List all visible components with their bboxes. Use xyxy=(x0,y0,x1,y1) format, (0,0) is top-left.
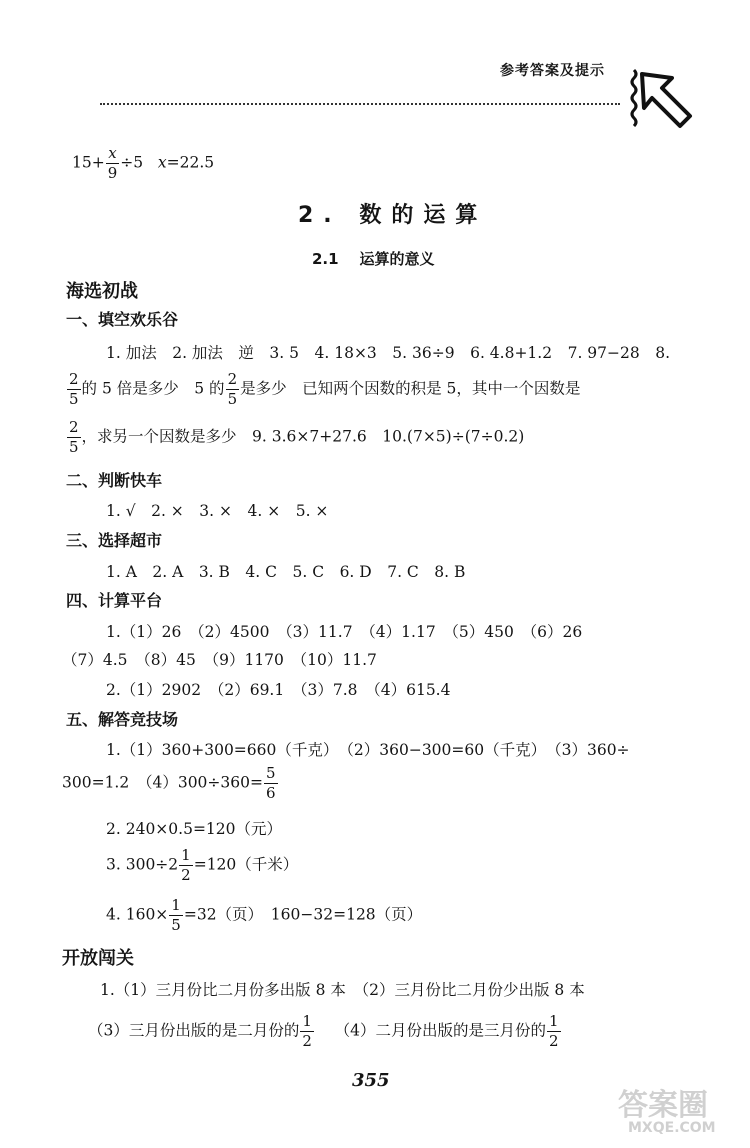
q3-title: 三、选择超市 xyxy=(66,531,163,550)
q1-line1: 1. 加法 2. 加法 逆 3. 5 4. 18×3 5. 36÷9 6. 4.8+1.2 7. 97−28 8. xyxy=(106,344,671,362)
q5-line1: 1.（1）360+300=660（千克） （2）360−300=60（千克） （3）360÷ xyxy=(106,741,630,759)
watermark-logo: 答案圈 xyxy=(618,1088,708,1123)
header-dotted-rule xyxy=(100,103,620,105)
q1-title: 一、填空欢乐谷 xyxy=(66,310,179,329)
fraction: $\frac{5}{6}$ xyxy=(265,764,276,802)
q3-line: 1. A 2. A 3. B 4. C 5. C 6. D 7. C 8. B xyxy=(106,563,466,581)
section-subtitle: 2.1 运算的意义 xyxy=(312,250,435,268)
q5-line2: 300=1.2 （4）300÷360= $\frac{5}{6}$ xyxy=(62,764,276,802)
q4-line3: 2.（1）2902 （2）69.1 （3）7.8 （4）615.4 xyxy=(106,681,451,699)
q5-line5: 4. 160× $\frac{1}{5}$ =32（页） 160−32=128（页） xyxy=(106,896,423,934)
fraction: $\frac{2}{5}$ xyxy=(69,370,79,408)
q2-title: 二、判断快车 xyxy=(66,471,163,490)
q2-line: 1. √ 2. × 3. × 4. × 5. × xyxy=(106,502,329,520)
q5-line3: 2. 240×0.5=120（元） xyxy=(106,820,283,838)
q5-line4: 3. 300÷2 $\frac{1}{2}$ =120（千米） xyxy=(106,846,299,884)
back-arrow-icon xyxy=(628,66,694,134)
watermark-url: MXQE.COM xyxy=(628,1120,716,1136)
header-title: 参考答案及提示 xyxy=(500,63,605,79)
fraction: $\frac{2}{5}$ xyxy=(227,370,238,408)
part2-line2: （3）三月份出版的是二月份的 $\frac{1}{2}$ （4）二月份出版的是三月份的 $\frac{1}{2}$ xyxy=(88,1012,559,1050)
top-formula: 15+ $\frac{x}{9}$ ÷5 x=22.5 xyxy=(72,144,215,182)
q5-title: 五、解答竞技场 xyxy=(66,710,179,729)
q4-line1: 1.（1）26 （2）4500 （3）11.7 （4）1.17 （5）450 （6）26 xyxy=(106,623,583,641)
q4-line2: （7）4.5 （8）45 （9）1170 （10）11.7 xyxy=(62,651,377,669)
fraction: $\frac{x}{9}$ xyxy=(107,144,118,182)
part1-title: 海选初战 xyxy=(66,281,138,302)
part2-line1: 1.（1）三月份比二月份多出版 8 本 （2）三月份比二月份少出版 8 本 xyxy=(100,981,585,999)
fraction: $\frac{2}{5}$ xyxy=(69,418,79,456)
fraction: $\frac{1}{2}$ xyxy=(302,1012,312,1050)
fraction: $\frac{1}{2}$ xyxy=(181,846,191,884)
fraction: $\frac{1}{2}$ xyxy=(549,1012,559,1050)
section-title: 2. 数的运算 xyxy=(298,203,488,228)
page-number: 355 xyxy=(352,1070,390,1091)
fraction: $\frac{1}{5}$ xyxy=(171,896,181,934)
q4-title: 四、计算平台 xyxy=(66,591,163,610)
q1-line3: $\frac{2}{5}$ ，求另一个因数是多少 9. 3.6×7+27.6 10.(7×5)÷(7÷0.2) xyxy=(69,418,525,456)
q1-line2: $\frac{2}{5}$ 的 5 倍是多少 5 的 $\frac{2}{5}$ 是多少 已知两个因数的积是 5，其中一个因数是 xyxy=(69,370,581,408)
part2-title: 开放闯关 xyxy=(62,948,134,969)
